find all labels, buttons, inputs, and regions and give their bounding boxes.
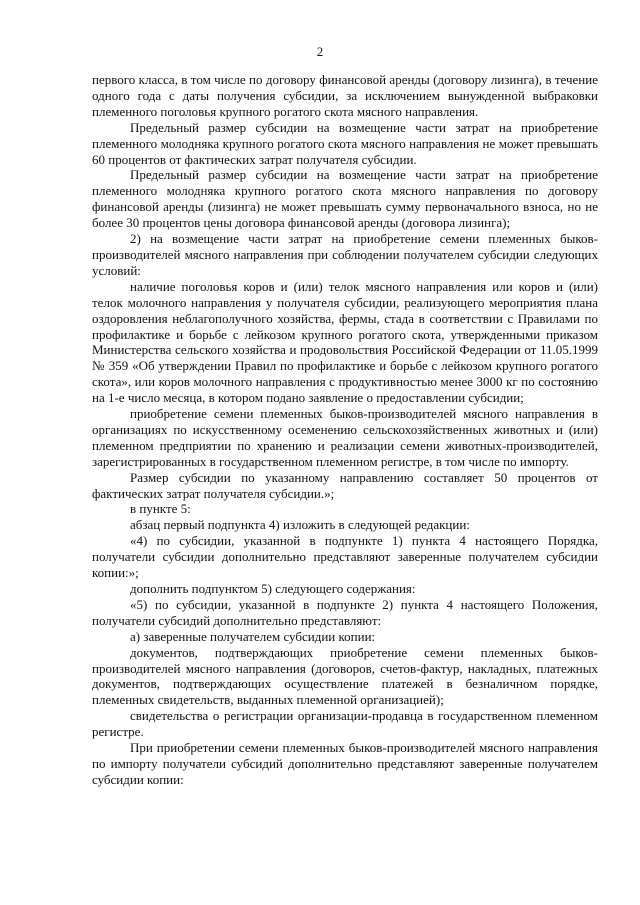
document-body: [92, 72, 598, 788]
paragraph: «5) по субсидии, указанной в подпункте 2) пункта 4 настоящего Положения, получатели субсидий дополнительно представляют:: [92, 596, 598, 628]
paragraph: свидетельства о регистрации организации-продавца в государственном племенном регистре.: [92, 708, 598, 740]
paragraph: а) заверенные получателем субсидии копии:: [130, 628, 376, 644]
paragraph: При приобретении семени племенных быков-производителей мясного направления по импорту получатели субсидий дополнительно представляют заверенные получателем субсидии копии:: [92, 740, 598, 787]
page-number: 2: [316, 44, 324, 59]
paragraph: наличие поголовья коров и (или) телок мясного направления или коров и (или) телок молочного направления у получателя субсидии, реализующего мероприятия плана оздоровления неблагополучного хозяйства, фермы, стада в соответствии с Правилами по профилактике и борьбе с лейкозом крупного рогатого скота, утвержденными приказом Министерства сельского хозяйства и продовольствия Российской Федерации от 11.05.1999 № 359 «Об утверждении Правил по профилактике и борьбе с лейкозом крупного рогатого скота», или коров молочного направления с продуктивностью менее 3000 кг по состоянию на 1-е число месяца, в котором подано заявление о предоставлении субсидии;: [92, 278, 598, 406]
paragraph: приобретение семени племенных быков-производителей мясного направления в организациях по искусственному осеменению сельскохозяйственных животных и (или) племенном предприятии по хранению и реализации семени животных-производителей, зарегистрированных в государственном племенном регистре, в том числе по импорту.: [92, 406, 598, 469]
paragraph: абзац первый подпункта 4) изложить в следующей редакции:: [130, 517, 470, 533]
paragraph: документов, подтверждающих приобретение семени племенных быков-производителей мясного направления (договоров, счетов-фактур, накладных, платежных документов, подтверждающих осуществление платежей в безналичном порядке, племенных свидетельств, выданных племенной организацией);: [92, 644, 598, 708]
paragraph: Предельный размер субсидии на возмещение части затрат на приобретение племенного молодняка крупного рогатого скота мясного направления не может превышать 60 процентов от фактических затрат получателя субсидии.: [92, 119, 598, 167]
paragraph: первого класса, в том числе по договору финансовой аренды (договору лизинга), в течение одного года с даты получения субсидии, за исключением вынужденной выбраковки племенного поголовья крупного рогатого скота мясного направления.: [92, 72, 598, 119]
paragraph: «4) по субсидии, указанной в подпункте 1) пункта 4 настоящего Порядка, получатели субсидии дополнительно представляют заверенные получателем субсидии копии:»;: [92, 533, 598, 581]
paragraph: в пункте 5:: [130, 501, 191, 517]
paragraph: Размер субсидии по указанному направлению составляет 50 процентов от фактических затрат получателя субсидии.»;: [92, 469, 598, 501]
paragraph: 2) на возмещение части затрат на приобретение семени племенных быков-производителей мясного направления при соблюдении получателем субсидии следующих условий:: [92, 231, 598, 278]
paragraph: дополнить подпунктом 5) следующего содержания:: [130, 581, 416, 596]
paragraph: Предельный размер субсидии на возмещение части затрат на приобретение племенного молодняка крупного рогатого скота мясного направления по договору финансовой аренды (лизинга) не может превышать сумму первоначального взноса, но не более 30 процентов цены договора финансовой аренды (договора лизинга);: [92, 167, 598, 231]
